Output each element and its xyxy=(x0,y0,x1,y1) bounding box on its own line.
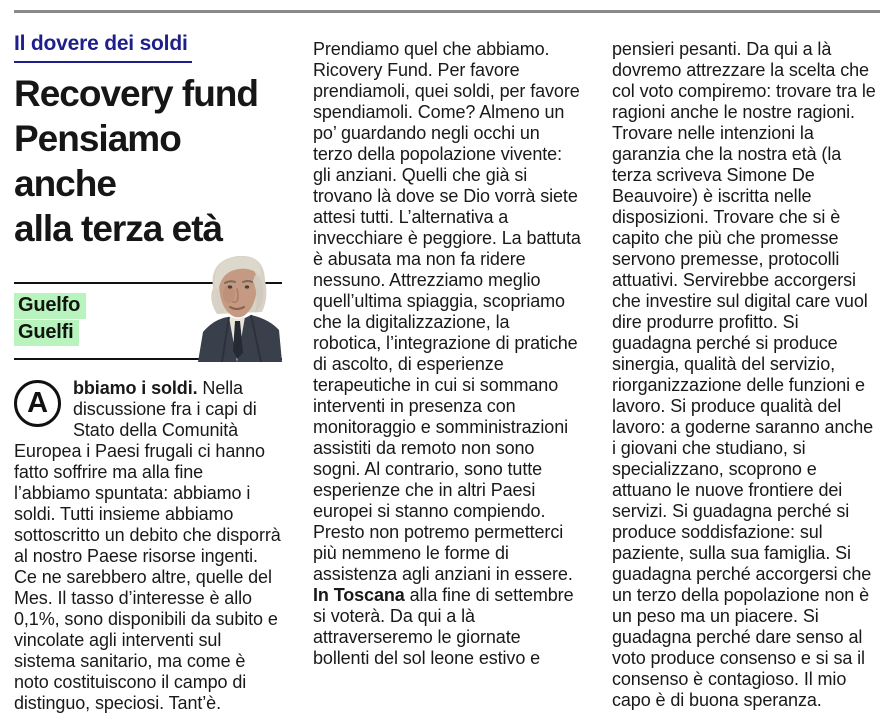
kicker-link[interactable]: Il dovere dei soldi xyxy=(14,32,192,63)
column2-text-before: Prendiamo quel che abbiamo. Ricovery Fund. Per favore prendiamoli, quei soldi, per favore spendiamoli. Come? Almeno un po’ guardando negli occhi un terzo della popolazione vivente: gli anziani. Quelli che già si trovano là dove se Dio vorrà siete attesi tutti. L’alternativa a invecchiare è peggiore. La battuta è abusata ma non fa ridere nessuno. Attrezziamo meglio quell’ultima spiaggia, scopriamo che la digitalizzazione, la robotica, l’integrazione di pratiche di ascolto, di esperienze terapeutiche in cui si sommano interventi in presenza con monitoraggio e somministrazioni assistiti da remoto non sono sogni. Al contrario, sono tutte esperienze che in altri Paesi europei si stanno compiendo. Presto non potremo permetterci più nemmeno le forme di assistenza agli anziani in essere. xyxy=(313,39,581,584)
elderly-man-portrait-icon xyxy=(198,252,282,362)
author-first-name: Guelfo xyxy=(14,293,86,319)
column2-text-after: alla fine di settembre si voterà. Da qui a là attraverseremo le giornate bollenti del sol leone estivo e xyxy=(313,585,574,668)
author-last-name: Guelfi xyxy=(14,320,79,346)
headline-line-3: alla terza età xyxy=(14,208,223,249)
column2-bold-phrase: In Toscana xyxy=(313,585,405,605)
article-paragraph-3: pensieri pesanti. Da qui a là dovremo attrezzare la scelta che col voto compiremo: trovare tra le ragioni anche le nostre ragioni. Trovare nelle intenzioni la garanzia che la nostra età (la terza scriveva Simone De Beauvoire) è iscritta nelle disposizioni. Trovare che si è capito che più che promesse servono premesse, protocolli attuativi. Servirebbe accorgersi che investire sul digital care vuol dire produrre profitto. Si guadagna perché si produce sinergia, qualità del servizio, riorganizzazione delle funzioni e lavoro. Si produce qualità del lavoro: a goderne saranno anche i giovani che studiano, si specializzano, scoprono e attuano le nuove frontiere dei servizi. Si guadagna perché si produce soddisfazione: sul paziente, sulla sua famiglia. Si guadagna perché accorgersi che un terzo della popolazione non è un peso ma un piacere. Si guadagna perché dare senso al voto produce consenso e si sa il consenso è contagioso. Il mio capo è di buona speranza. xyxy=(612,39,876,710)
drop-cap-circle xyxy=(14,380,61,427)
column-1 xyxy=(14,13,282,714)
headline xyxy=(14,71,282,251)
column-3 xyxy=(612,13,880,714)
newspaper-article-page xyxy=(0,10,894,714)
author-block xyxy=(14,282,282,360)
article-columns xyxy=(0,13,894,714)
lead-bold-phrase: bbiamo i soldi. xyxy=(73,378,198,398)
author-portrait-photo xyxy=(198,252,282,360)
column1-text: Nella discussione fra i capi di Stato della Comunità Europea i Paesi frugali ci hanno fatto soffrire ma alla fine l’abbiamo spuntata: abbiamo i soldi. Tutti insieme abbiamo sottoscritto un debito che disporrà al nostro Paese risorse ingenti. Ce ne sarebbero altre, quelle del Mes. Il tasso d’interesse è allo 0,1%, sono disponibili da subito e vincolate agli interventi sul sistema sanitario, ma come è noto costituiscono il campo di distinguo, speciosi. Tant’è. xyxy=(14,378,281,713)
drop-cap-letter: A xyxy=(27,387,48,419)
headline-line-2: Pensiamo anche xyxy=(14,118,181,204)
column-2 xyxy=(313,13,581,714)
headline-line-1: Recovery fund xyxy=(14,73,259,114)
article-paragraph-2 xyxy=(313,39,581,669)
article-paragraph-1 xyxy=(14,378,282,714)
